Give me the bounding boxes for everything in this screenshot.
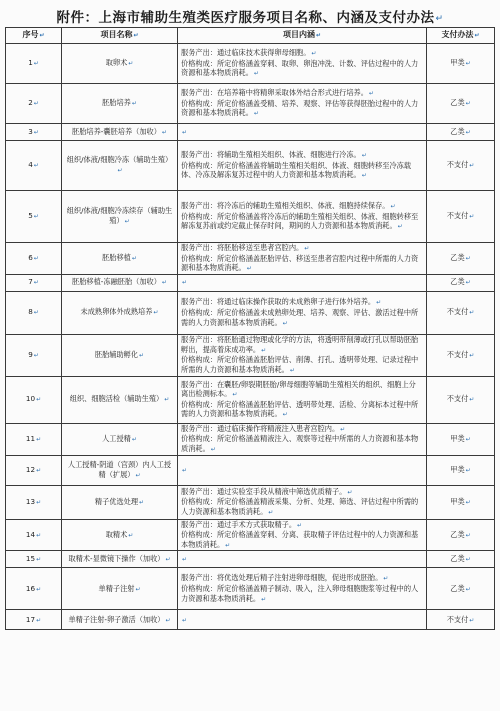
table-row — [6, 610, 495, 630]
price-composition-text: 价格构成：所定价格涵盖将冷冻后的辅助生殖相关组织、体液、细胞转移至解冻复苏前或约定截止保存时间，期间的人力资源和基本物质消耗。↵ — [181, 211, 419, 231]
payment-method: 不支付↵ — [427, 376, 495, 423]
payment-method: 不支付↵ — [427, 610, 495, 630]
price-composition-text: 价格构成：所定价格涵盖未成熟卵处理、培养、观察、评估、激活过程中所需的人力资源和基本物质消耗。↵ — [181, 307, 419, 327]
service-output-text: 服务产出：将优选处理后精子注射进卵母细胞，促进形成胚胎。↵ — [181, 573, 389, 583]
table-row — [6, 84, 495, 124]
item-description: ↵ — [178, 551, 427, 568]
row-number: 17↵ — [6, 610, 62, 630]
item-description: ↵ — [178, 610, 427, 630]
row-number: 2↵ — [6, 84, 62, 124]
item-name: 人工授精↵ — [62, 423, 178, 455]
table-row — [6, 551, 495, 568]
price-composition-text: 价格构成：所定价格涵盖受精、培养、观察、评估等获得胚胎过程中的人力资源和基本物质消耗。↵ — [181, 98, 419, 118]
table-row — [6, 141, 495, 191]
payment-method: 不支付↵ — [427, 291, 495, 334]
row-number: 11↵ — [6, 423, 62, 455]
item-name: 组织/体液/细胞冷冻（辅助生殖）↵ — [62, 141, 178, 191]
payment-method: 甲类↵ — [427, 44, 495, 84]
page-title-text: 附件：上海市辅助生殖类医疗服务项目名称、内涵及支付办法 — [56, 10, 435, 26]
price-composition-text: 价格构成：所定价格涵盖穿刺、取卵、卵泡冲洗、计数、评估过程中的人力资源和基本物质消耗。↵ — [181, 58, 419, 78]
item-name: 胚胎移植-冻融胚胎（加收）↵ — [62, 274, 178, 291]
item-description: ↵ — [178, 124, 427, 141]
item-name: 精子优选处理↵ — [62, 485, 178, 519]
table-row — [6, 334, 495, 376]
header-pay: 支付办法↵ — [427, 28, 495, 44]
item-description — [178, 376, 427, 423]
table-row — [6, 243, 495, 275]
price-composition-text: 价格构成：所定价格涵盖将辅助生殖相关组织、体液、细胞转移至冷冻载体、冷冻及解冻复苏过程中的人力资源和基本物质消耗。↵ — [181, 160, 412, 180]
service-output-text: 服务产出：将辅助生殖相关组织、体液、细胞进行冷冻。↵ — [181, 150, 367, 160]
row-number: 3↵ — [6, 124, 62, 141]
service-output-text: 服务产出：将胚胎移送至患者宫腔内。↵ — [181, 243, 310, 252]
item-name: 胚胎培养↵ — [62, 84, 178, 124]
service-output-text: 服务产出：通过实验室手段从精液中筛选优质精子。↵ — [181, 486, 353, 496]
item-description — [178, 191, 427, 243]
row-number: 4↵ — [6, 141, 62, 191]
service-output-text: 服务产出：将胚胎通过物理或化学的方法，将透明带削薄或打孔以帮助胚胎孵出，提高着床成功率。↵ — [181, 335, 419, 354]
row-number: 16↵ — [6, 568, 62, 610]
table-row — [6, 455, 495, 485]
item-description — [178, 334, 427, 376]
item-name: 单精子注射-卵子激活（加收）↵ — [62, 610, 178, 630]
payment-method: 乙类↵ — [427, 243, 495, 275]
item-description: ↵ — [178, 274, 427, 291]
header-no: 序号↵ — [6, 28, 62, 44]
item-name: 人工授精-阴道（宫颈）内人工授精（扩展）↵ — [62, 455, 178, 485]
item-name: 胚胎辅助孵化↵ — [62, 334, 178, 376]
table-row — [6, 519, 495, 551]
service-output-text: 服务产出：通过手术方式获取精子。↵ — [181, 519, 303, 529]
table-header-row — [6, 28, 495, 44]
service-output-text: 服务产出：在囊胚/卵裂期胚胎/卵母细胞等辅助生殖相关的组织、细胞上分离出检测标本。↵ — [181, 379, 416, 399]
service-items-table — [5, 27, 495, 630]
row-number: 14↵ — [6, 519, 62, 551]
price-composition-text: 价格构成：所定价格涵盖精子制动、吸入，注入卵母细胞胞浆等过程中的人力资源和基本物质消耗。↵ — [181, 584, 419, 603]
row-number: 7↵ — [6, 274, 62, 291]
row-number: 6↵ — [6, 243, 62, 275]
row-number: 9↵ — [6, 334, 62, 376]
item-description: ↵ — [178, 455, 427, 485]
price-composition-text: 价格构成：所定价格涵盖胚胎评估、移送至患者宫腔内过程中所需的人力资源和基本物质消耗。↵ — [181, 253, 419, 273]
price-composition-text: 价格构成：所定价格涵盖精液采集、分析、处理、筛选、评估过程中所需的人力资源和基本物质消耗。↵ — [181, 497, 419, 516]
service-output-text: 服务产出：将通过临床操作获取的未成熟卵子进行体外培养。↵ — [181, 297, 382, 307]
item-name: 胚胎移植↵ — [62, 243, 178, 275]
item-description — [178, 485, 427, 519]
item-name: 取精术↵ — [62, 519, 178, 551]
row-number: 8↵ — [6, 291, 62, 334]
item-name: 取卵术↵ — [62, 44, 178, 84]
payment-method: 甲类↵ — [427, 423, 495, 455]
item-description — [178, 243, 427, 275]
payment-method: 乙类↵ — [427, 274, 495, 291]
payment-method: 乙类↵ — [427, 519, 495, 551]
price-composition-text: 价格构成：所定价格涵盖穿刺、分离、获取精子评估过程中的人力资源和基本物质消耗。↵ — [181, 530, 419, 549]
item-description — [178, 141, 427, 191]
price-composition-text: 价格构成：所定价格涵盖胚胎评估、透明带处理、活检、分离标本过程中所需的人力资源和基本物质消耗。↵ — [181, 399, 419, 419]
item-name: 组织/体液/细胞冷冻续存（辅助生殖）↵ — [62, 191, 178, 243]
row-number: 15↵ — [6, 551, 62, 568]
payment-method: 甲类↵ — [427, 485, 495, 519]
table-row — [6, 274, 495, 291]
item-description — [178, 568, 427, 610]
payment-method: 甲类↵ — [427, 455, 495, 485]
header-name: 项目名称↵ — [62, 28, 178, 44]
item-name: 组织、细胞活检（辅助生殖）↵ — [62, 376, 178, 423]
payment-method: 乙类↵ — [427, 84, 495, 124]
table-body — [6, 44, 495, 630]
item-name: 未成熟卵体外成熟培养↵ — [62, 291, 178, 334]
table-row — [6, 44, 495, 84]
row-number: 5↵ — [6, 191, 62, 243]
table-row — [6, 291, 495, 334]
item-description — [178, 84, 427, 124]
item-description — [178, 423, 427, 455]
service-output-text: 服务产出：通过临床操作将精液注入患者宫腔内。↵ — [181, 423, 346, 433]
table-row — [6, 485, 495, 519]
page-title — [0, 6, 500, 26]
table-row — [6, 376, 495, 423]
item-description — [178, 291, 427, 334]
paragraph-mark-icon: ↵ — [435, 14, 444, 24]
row-number: 10↵ — [6, 376, 62, 423]
row-number: 1↵ — [6, 44, 62, 84]
row-number: 12↵ — [6, 455, 62, 485]
table-row — [6, 191, 495, 243]
item-name: 胚胎培养-囊胚培养（加收）↵ — [62, 124, 178, 141]
item-name: 单精子注射↵ — [62, 568, 178, 610]
item-description — [178, 44, 427, 84]
payment-method: 不支付↵ — [427, 141, 495, 191]
payment-method: 不支付↵ — [427, 334, 495, 376]
row-number: 13↵ — [6, 485, 62, 519]
table-row — [6, 423, 495, 455]
table-row — [6, 568, 495, 610]
item-description — [178, 519, 427, 551]
payment-method: 乙类↵ — [427, 124, 495, 141]
price-composition-text: 价格构成：所定价格涵盖胚胎评估、削薄、打孔、透明带处理、记录过程中所需的人力资源和基本物质消耗。↵ — [181, 355, 419, 374]
payment-method: 乙类↵ — [427, 568, 495, 610]
service-output-text: 服务产出：通过临床技术获得卵母细胞。↵ — [181, 48, 317, 58]
table-row — [6, 124, 495, 141]
item-name: 取精术-显微镜下操作（加收）↵ — [62, 551, 178, 568]
payment-method: 乙类↵ — [427, 551, 495, 568]
price-composition-text: 价格构成：所定价格涵盖精液注入、观察等过程中所需的人力资源和基本物质消耗。↵ — [181, 434, 419, 453]
payment-method: 不支付↵ — [427, 191, 495, 243]
service-output-text: 服务产出：将冷冻后的辅助生殖相关组织、体液、细胞持续保存。↵ — [181, 201, 396, 211]
service-output-text: 服务产出：在培养箱中将精卵采取体外结合形式进行培养。↵ — [181, 88, 374, 98]
header-desc: 项目内涵↵ — [178, 28, 427, 44]
